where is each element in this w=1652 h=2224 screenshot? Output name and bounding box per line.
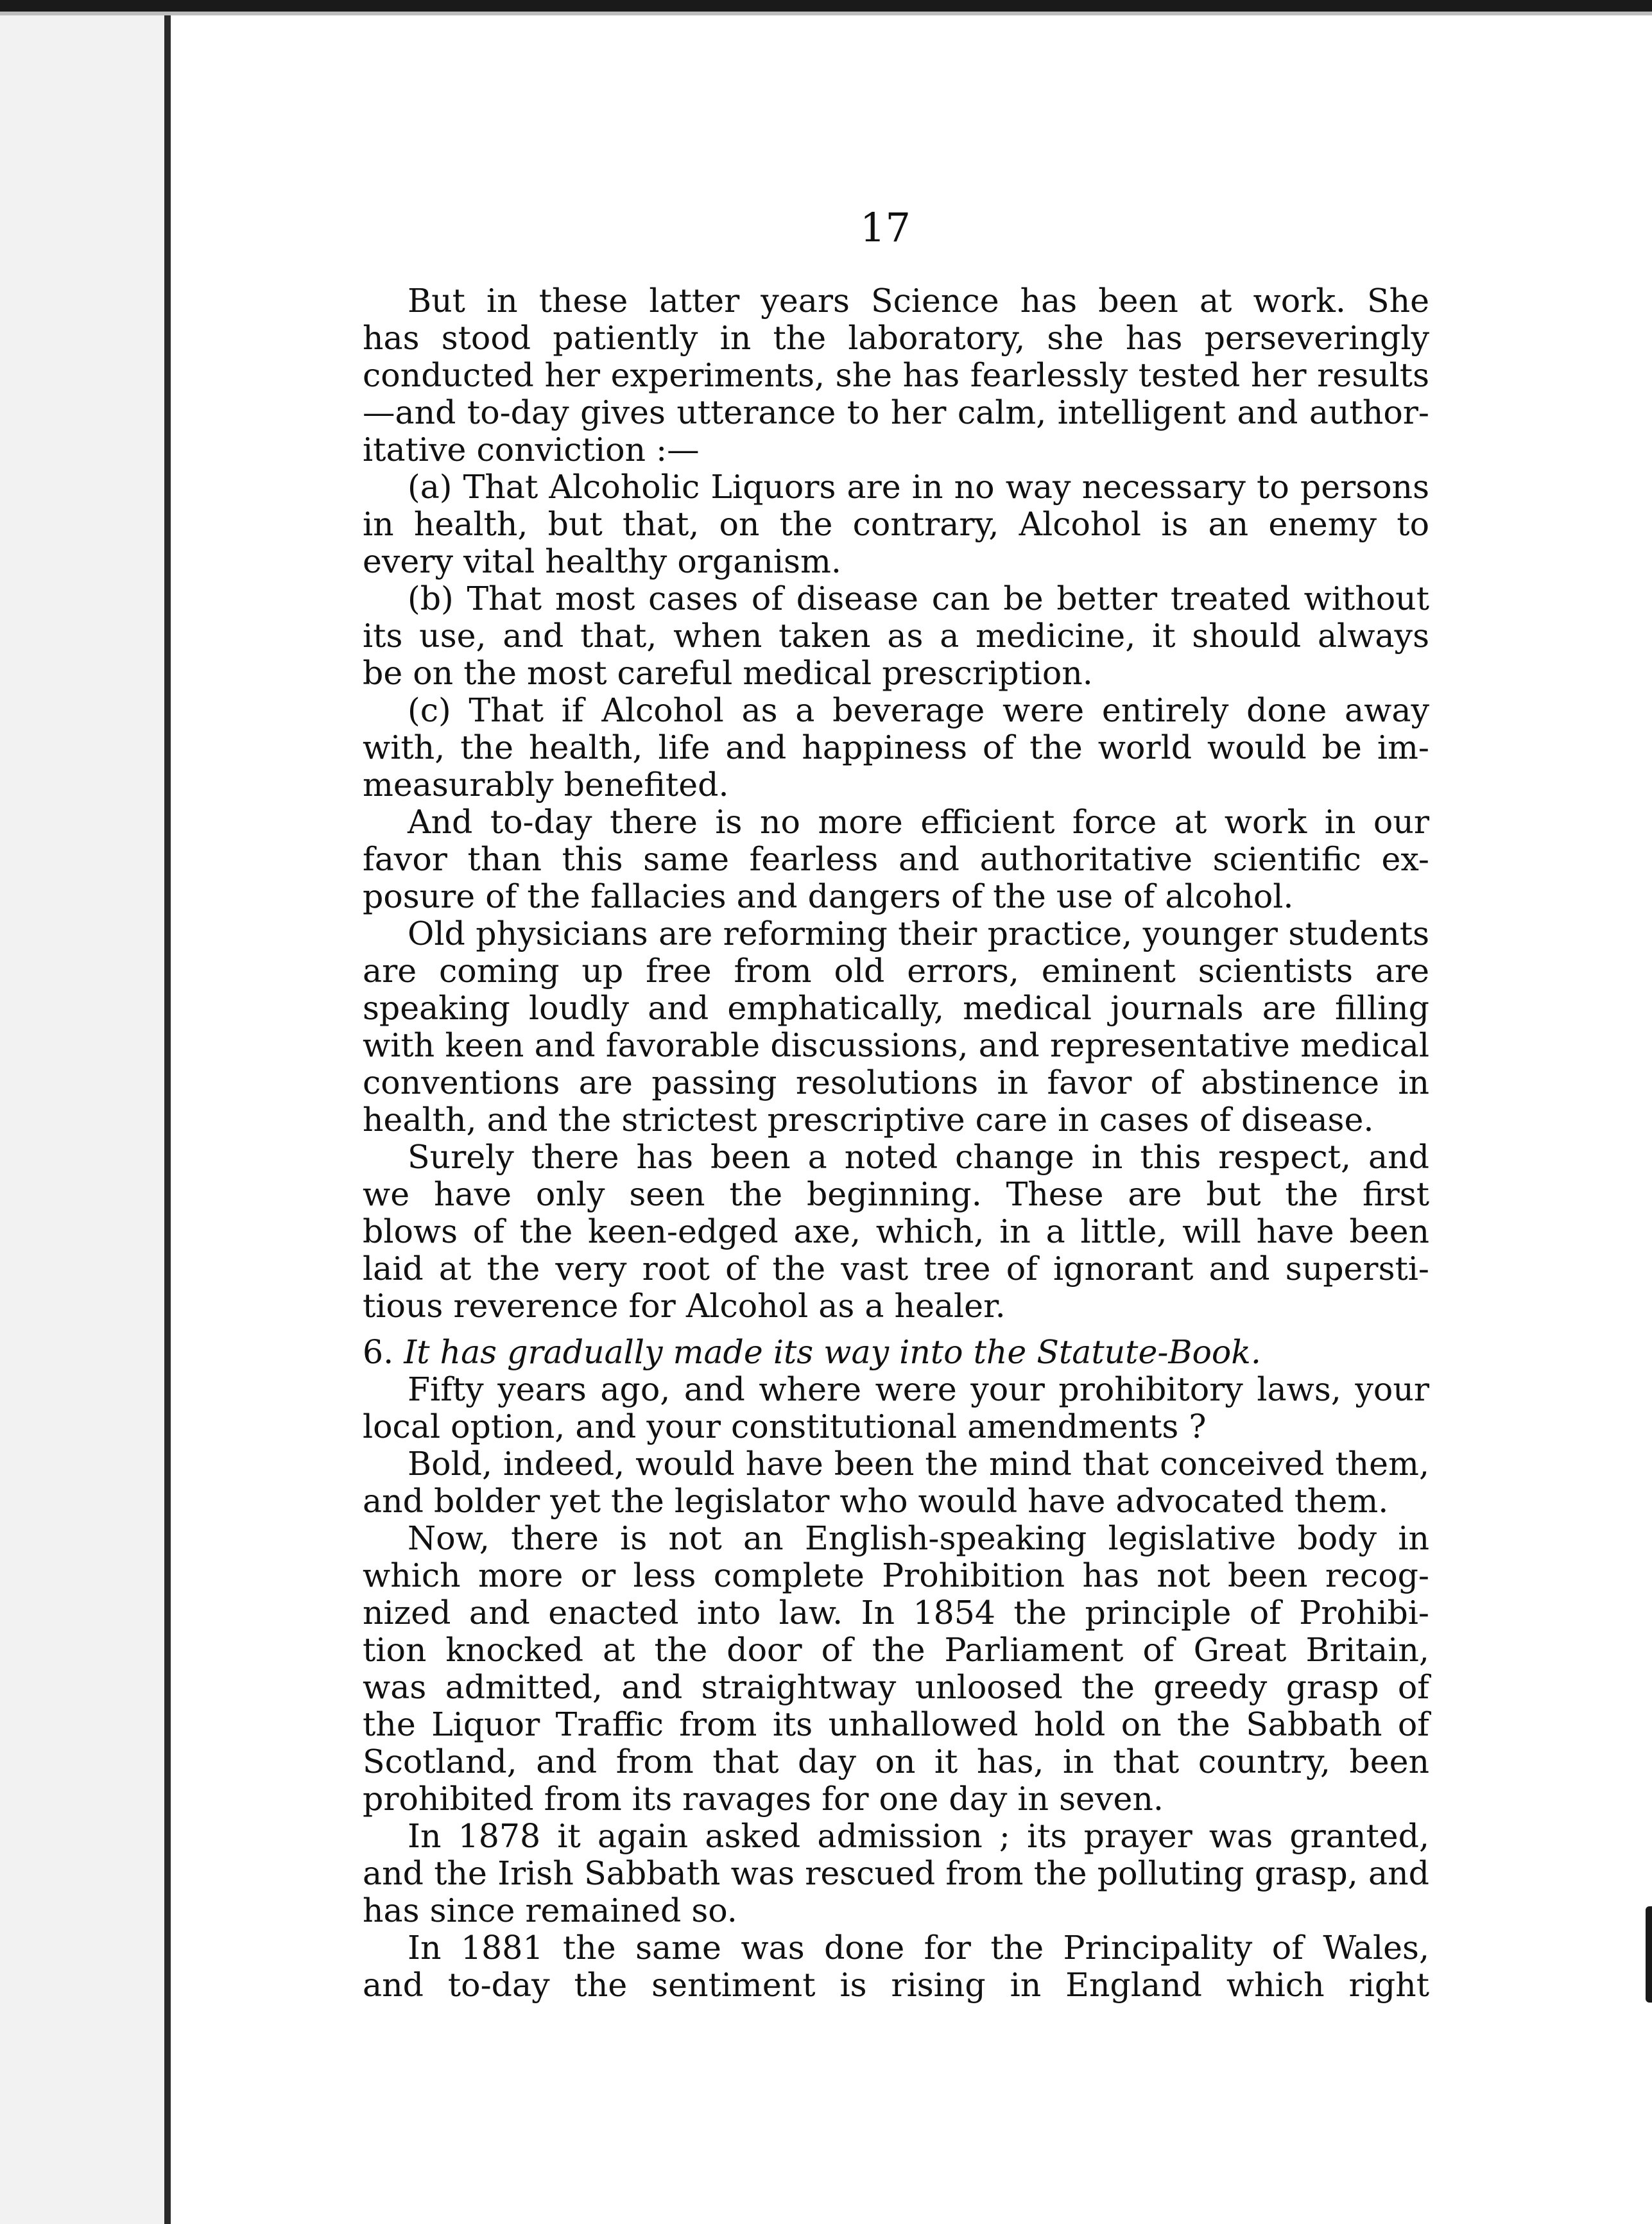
section-heading-text: It has gradually made its way into the Statute-Book.	[404, 1333, 1261, 1371]
scan-top-edge	[0, 0, 1652, 12]
section-heading-number: 6.	[363, 1333, 394, 1371]
text-line: local option, and your constitutional amendments ?	[363, 1408, 1207, 1445]
text-line: conventions are passing resolutions in favor of abstinence in	[363, 1064, 1429, 1101]
text-line: —and to-day gives utterance to her calm, intelligent and author-	[363, 393, 1429, 431]
text-line: measurably benefited.	[363, 766, 729, 804]
section-heading	[363, 1334, 1429, 1371]
text-line: are coming up free from old errors, eminent scientists are	[363, 952, 1429, 990]
text-line: speaking loudly and emphatically, medical journals are filling	[363, 989, 1429, 1027]
text-line: its use, and that, when taken as a medicine, it should always	[363, 617, 1429, 655]
text-line: which more or less complete Prohibition has not been recog-	[363, 1556, 1429, 1594]
text-line: with keen and favorable discussions, and representative medical	[363, 1026, 1429, 1064]
text-line: (a) That Alcoholic Liquors are in no way necessary to persons	[408, 468, 1429, 506]
text-line: health, and the strictest prescriptive care in cases of disease.	[363, 1101, 1374, 1139]
text-line: blows of the keen-edged axe, which, in a little, will have been	[363, 1212, 1429, 1250]
text-line: posure of the fallacies and dangers of the use of alcohol.	[363, 877, 1294, 915]
text-line: Now, there is not an English-speaking legislative body in	[408, 1519, 1429, 1557]
scan-binding-edge	[164, 13, 171, 2224]
text-line: And to-day there is no more efficient force at work in our	[408, 803, 1429, 841]
text-line: the Liquor Traffic from its unhallowed hold on the Sabbath of	[363, 1705, 1429, 1743]
scan-top-edge-shadow	[0, 12, 1652, 15]
text-line: Scotland, and from that day on it has, in that country, been	[363, 1743, 1429, 1780]
text-line: we have only seen the beginning. These are but the first	[363, 1175, 1429, 1213]
text-line: itative conviction :—	[363, 431, 700, 469]
text-line: prohibited from its ravages for one day in seven.	[363, 1780, 1164, 1818]
text-line: be on the most careful medical prescription.	[363, 654, 1093, 692]
text-line: tious reverence for Alcohol as a healer.	[363, 1287, 1006, 1325]
text-line: in health, but that, on the contrary, Alcohol is an enemy to	[363, 505, 1429, 543]
text-line: nized and enacted into law. In 1854 the principle of Prohibi-	[363, 1594, 1429, 1632]
text-line: (c) That if Alcohol as a beverage were entirely done away	[408, 691, 1429, 729]
body-text	[363, 282, 1429, 2004]
text-line: every vital healthy organism.	[363, 542, 841, 580]
text-line: In 1878 it again asked admission ; its prayer was granted,	[408, 1817, 1429, 1855]
text-line: tion knocked at the door of the Parliament of Great Britain,	[363, 1631, 1429, 1669]
text-line: was admitted, and straightway unloosed the greedy grasp of	[363, 1668, 1429, 1706]
paragraphs-before-heading	[363, 282, 1429, 1325]
text-line: Surely there has been a noted change in this respect, and	[408, 1138, 1429, 1176]
text-line: and bolder yet the legislator who would have advocated them.	[363, 1482, 1389, 1520]
text-line: Bold, indeed, would have been the mind that conceived them,	[408, 1445, 1429, 1483]
text-line: But in these latter years Science has been at work. She	[408, 282, 1429, 320]
text-line: Old physicians are reforming their practice, younger students	[408, 915, 1429, 953]
text-line: and the Irish Sabbath was rescued from the polluting grasp, and	[363, 1854, 1429, 1892]
text-line: conducted her experiments, she has fearlessly tested her results	[363, 356, 1429, 394]
scan-left-margin	[0, 0, 171, 2224]
paragraphs-after-heading	[363, 1371, 1429, 2004]
text-line: and to-day the sentiment is rising in England which right	[363, 1966, 1429, 2004]
text-line: favor than this same fearless and authoritative scientific ex-	[363, 840, 1429, 878]
text-line: laid at the very root of the vast tree of ignorant and supersti-	[363, 1250, 1429, 1288]
text-line: has stood patiently in the laboratory, she has perseveringly	[363, 319, 1429, 357]
text-line: with, the health, life and happiness of the world would be im-	[363, 728, 1429, 766]
text-line: Fifty years ago, and where were your prohibitory laws, your	[408, 1370, 1429, 1408]
text-line: In 1881 the same was done for the Principality of Wales,	[408, 1929, 1429, 1967]
page-number: 17	[860, 204, 911, 251]
text-line: (b) That most cases of disease can be better treated without	[408, 580, 1429, 617]
scan-right-edge-mark	[1646, 1906, 1652, 2003]
text-line: has since remained so.	[363, 1892, 737, 1929]
